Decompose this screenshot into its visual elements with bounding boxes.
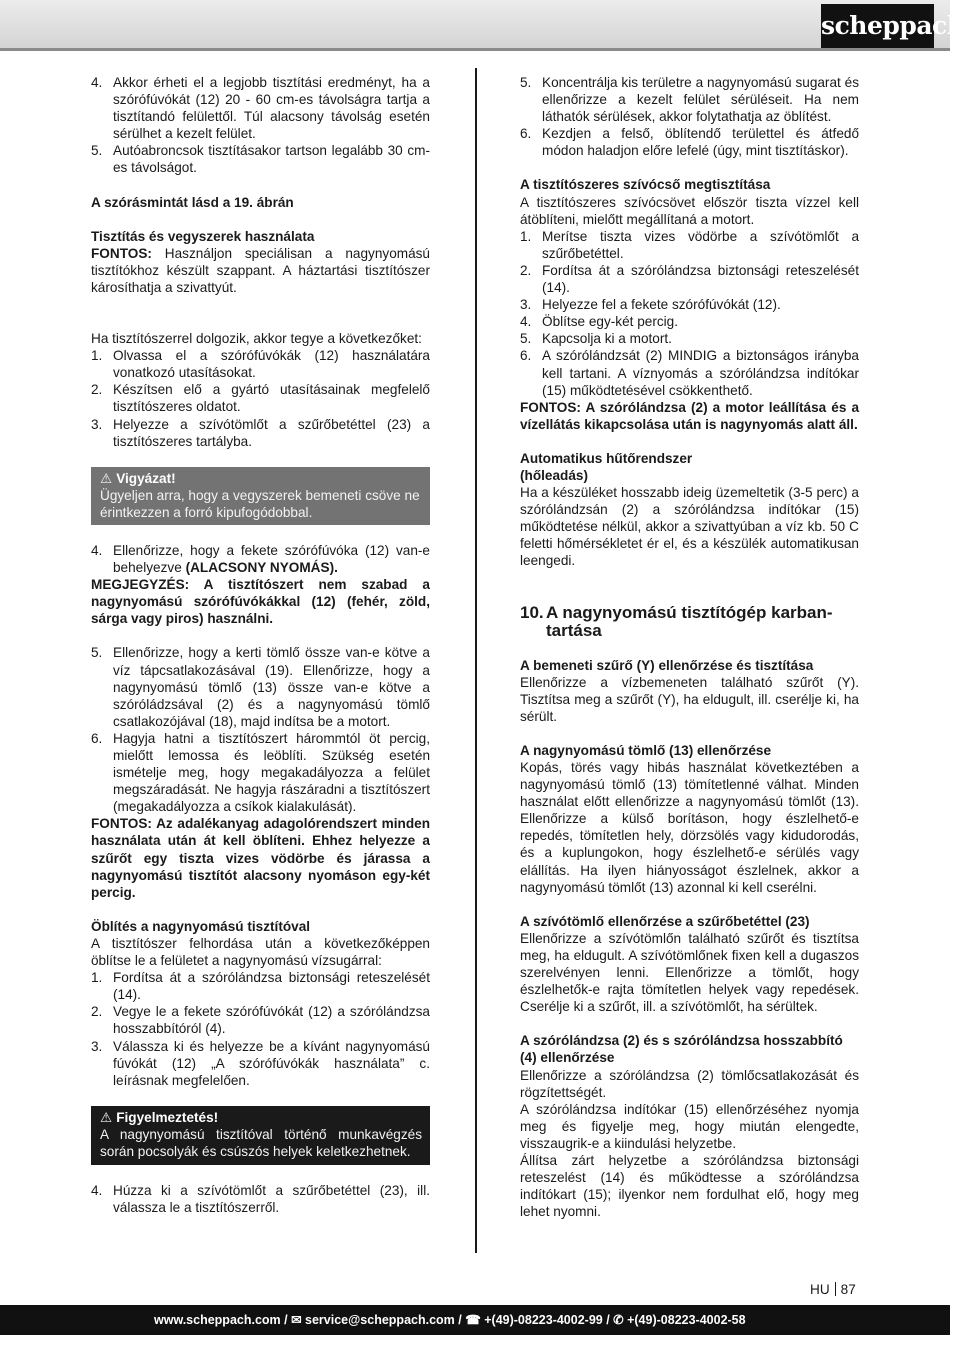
list-item: 6. A szórólándzsát (2) MINDIG a biztonságos irányba kell tartani. A víznyomás a szórólándzsa indítókar (15) működtetésével csökkenthető. [520,348,859,398]
column-divider [475,68,477,1253]
lance-text-2: A szórólándzsa indítókar (15) ellenőrzéséhez nyomja meg és figyelje meg, hogy miután elengedte, visszaugrik-e a kiindulási helyzetbe. [520,1101,859,1151]
hose-heading: A nagynyomású tömlő (13) ellenőrzése [520,742,772,758]
warning-box: ⚠ Figyelmeztetés! A nagynyomású tisztítóval történő munkavégzés során pocsolyák és csúszós helyek keletkezhetnek. [91,1106,430,1165]
cooling-text: Ha a készüléket hosszabb ideig üzemeltetik (3-5 perc) a szórólándzsán (2) a szórólándzsa indítókar (15) működtetése nélkül, akkor a szivattyúban a víz kb. 50 C feletti hőmérsékletet ér el, és a készülék automatikusan leengedi. [520,485,859,569]
page-number: HU 87 [810,1282,856,1297]
list-item: 4. Húzza ki a szívótömlőt a szűrőbetéttel (23), ill. válassza le a tisztítószerről. [91,1183,430,1216]
footer-contact: www.scheppach.com / ✉ service@scheppach.com / ☎ +(49)-08223-4002-99 / ✆ +(49)-08223-4002-58 [154,1313,746,1327]
chem-heading: Tisztítás és vegyszerek használata [91,228,315,244]
list-item: 1. Olvassa el a szórófúvókák (12) használatára vonatkozó utasításokat. [91,348,430,381]
chem-intro: Ha tisztítószerrel dolgozik, akkor tegye a következőket: [91,331,422,347]
header-divider [0,48,950,51]
list-item: 4. Akkor érheti el a legjobb tisztítási eredményt, ha a szórófúvókát (12) 20 - 60 cm-es távolságra tartja a tisztítandó felülettől. Túl alacsony távolság esetén sérülhet a kezelt felület. [91,75,430,142]
list-items-5-6 [520,74,859,159]
list-item: 1. Merítse tiszta vizes vödörbe a szívótömlőt a szűrőbetéttel. [520,228,859,261]
list-item: 3. Helyezze fel a fekete szórófúvókát (12). [520,297,781,313]
suction-hose-heading: A szívótömlő ellenőrzése a szűrőbetéttel (23) [520,913,810,929]
section-title: 10. A nagynyomású tisztítógép karban- tartása [520,602,833,640]
step-4 [91,542,430,576]
right-column [520,74,859,1220]
list-item: 5. Koncentrálja kis területre a nagynyomású sugarat és ellenőrizze a kezelt felület sérüléseit. Ha nem láthatók sérülések, akkor folytathatja az öblítést. [520,75,859,125]
left-column [91,74,430,1216]
list-item: 1. Fordítsa át a szórólándzsa biztonsági reteszelését (14). [91,970,430,1003]
list-item: 5. Kapcsolja ki a motort. [520,331,672,347]
list-item: 3. Helyezze a szívótömlőt a szűrőbetéttel (23) a tisztítószeres tartályba. [91,416,430,449]
suction-heading: A tisztítószeres szívócső megtisztítása [520,177,771,193]
list-item: 2. Készítsen elő a gyártó utasításainak megfelelő tisztítószeres oldatot. [91,382,430,415]
cooling-subheading: (hőleadás) [520,467,588,483]
steps-5-6 [91,644,430,815]
suction-hose-text: Ellenőrizze a szívótömlőn található szűrőt és tisztítsa meg, ha eldugult. A szívótömlőnek fixen kell a dugaszos szerelvényen lenni. Ellenőrizze a tömlőt, hogy észlelhetők-e rajta tömítetlen helyek vagy repedések. Cserélje ki a szűrőt, ill. a szívótömlőt, ha sérültek. [520,930,859,1015]
suction-intro: A tisztítószeres szívócsövet először tiszta vízzel kell átöblíteni, mielőtt megállítaná a motort. [520,194,859,227]
lance-text-3: Állítsa zárt helyzetbe a szórólándzsa biztonsági reteszelést (14) és működtesse a szórólándzsa indítókart (15); ilyenkor nem fordulhat elő, hogy meg lehet nyomni. [520,1152,859,1220]
header-bar [0,0,950,48]
warning-triangle-icon: ⚠ [100,470,113,486]
hose-text: Kopás, törés vagy hibás használat következtében a nagynyomású tömlő (13) tömítetlenné válhat. Minden használat előtt ellenőrizze a nagynyomású tömlőt (13). Ellenőrizze a külső borításon, hogy észlelhető-e repedés, tömítetlen hely, dörzsölés vagy kidudorodás, és a kuplungokon, hogy észlelhető-e sérülés vagy elállítás. Ha ilyen hiányosságot észlelnek, akkor a nagynyomású tömlőt (13) azonnal ki kell cserélni. [520,760,859,895]
brand-logo: scheppach [821,4,934,48]
warning-triangle-icon: ⚠ [100,1109,113,1125]
list-item: 6. Hagyja hatni a tisztítószert hárommtól öt percig, mielőtt lemossa és leöblíti. Szükség esetén ismételje meg, hogy megakadályozza a felület megszáradását. Ne hagyja rászáradni a tisztítószert (megakadályozza a csíkok kialakulását). [91,730,430,815]
rinse-steps [91,969,430,1089]
footer-bar [0,1305,950,1335]
rinse-intro: A tisztítószer felhordása után a következőképpen öblítse le a felületet a nagynyomású vízsugárral: [91,935,430,969]
cooling-heading: Automatikus hűtőrendszer [520,450,693,466]
chem-fontos: FONTOS: Használjon speciálisan a nagynyomású tisztítókhoz készült szappant. A háztartási tisztítószer károsíthatja a szivattyút. [91,245,430,295]
filter-heading: A bemeneti szűrő (Y) ellenőrzése és tisztítása [520,657,814,673]
lance-text-1: Ellenőrizze a szórólándzsa (2) tömlőcsatlakozását és rögzítettségét. [520,1067,859,1100]
chem-steps [91,347,430,450]
fontos-rinse-note: FONTOS: Az adalékanyag adagolórendszert minden használata után át kell öblíteni. Ehhez helyezze a szűrőt egy tiszta vizes vödörbe és járassa a nagynyomású tisztítót alacsony nyomáson egy-két percig. [91,816,430,900]
spray-pattern-reference: A szórásmintát lásd a 19. ábrán [91,194,294,210]
list-item: 5. Ellenőrizze, hogy a kerti tömlő össze van-e kötve a víz tápcsatlakozásával (19). Ellenőrizze, hogy a nagynyomású tömlő (13) össze van-e kötve a szóróládzsával (2) és a nagynyomású tömlő csatlakozójával (18), majd indítsa be a motort. [91,645,430,729]
list-item: 2. Vegye le a fekete szórófúvókát (12) a szórólándzsa hosszabbítóról (4). [91,1004,430,1037]
fontos-suction-note: FONTOS: A szórólándzsa (2) a motor leállítása és a vízellátás kikapcsolása után is nagynyomás alatt áll. [520,399,859,432]
filter-text: Ellenőrizze a vízbemeneten található szűrőt (Y). Tisztítsa meg a szűrőt (Y), ha eldugult, ill. cserélje ki, ha sérült. [520,674,859,724]
final-step [91,1182,430,1216]
list-item: 5. Autóabroncsok tisztításakor tartson legalább 30 cm-es távolságot. [91,143,430,176]
list-item: 2. Fordítsa át a szórólándzsa biztonsági reteszelését (14). [520,262,859,296]
caution-text: Ügyeljen arra, hogy a vegyszerek bemeneti csöve ne érintkezzen a forró kipufogódobbal. [100,487,420,520]
list-items-4-5 [91,74,430,177]
list-item: 3. Válassza ki és helyezze be a kívánt nagynyomású fúvókát (12) „A szórófúvókák használata” c. leírásnak megfelelően. [91,1038,430,1088]
warning-text: A nagynyomású tisztítóval történő munkavégzés során pocsolyák és csúszós helyek keletkezhetnek. [100,1126,422,1159]
caution-box: ⚠ Vigyázat! Ügyeljen arra, hogy a vegyszerek bemeneti csöve ne érintkezzen a forró kipufogódobbal. [91,467,430,525]
list-item: 6. Kezdjen a felső, öblítendő területtel és átfedő módon haladjon előre lefelé (úgy, mint tisztításkor). [520,126,859,159]
rinse-heading: Öblítés a nagynyomású tisztítóval [91,918,311,934]
megjegyzes-note: MEGJEGYZÉS: A tisztítószert nem szabad a nagynyomású szórófúvókákkal (12) (fehér, zöld, sárga vagy piros) használni. [91,577,430,627]
list-item: 4. Öblítse egy-két percig. [520,314,678,330]
suction-steps [520,228,859,399]
lance-heading: A szórólándzsa (2) és s szórólándzsa hosszabbító (4) ellenőrzése [520,1033,843,1066]
list-item: 4. Ellenőrizze, hogy a fekete szórófúvóka (12) van-e behelyezve (ALACSONY NYOMÁS). [91,542,430,576]
